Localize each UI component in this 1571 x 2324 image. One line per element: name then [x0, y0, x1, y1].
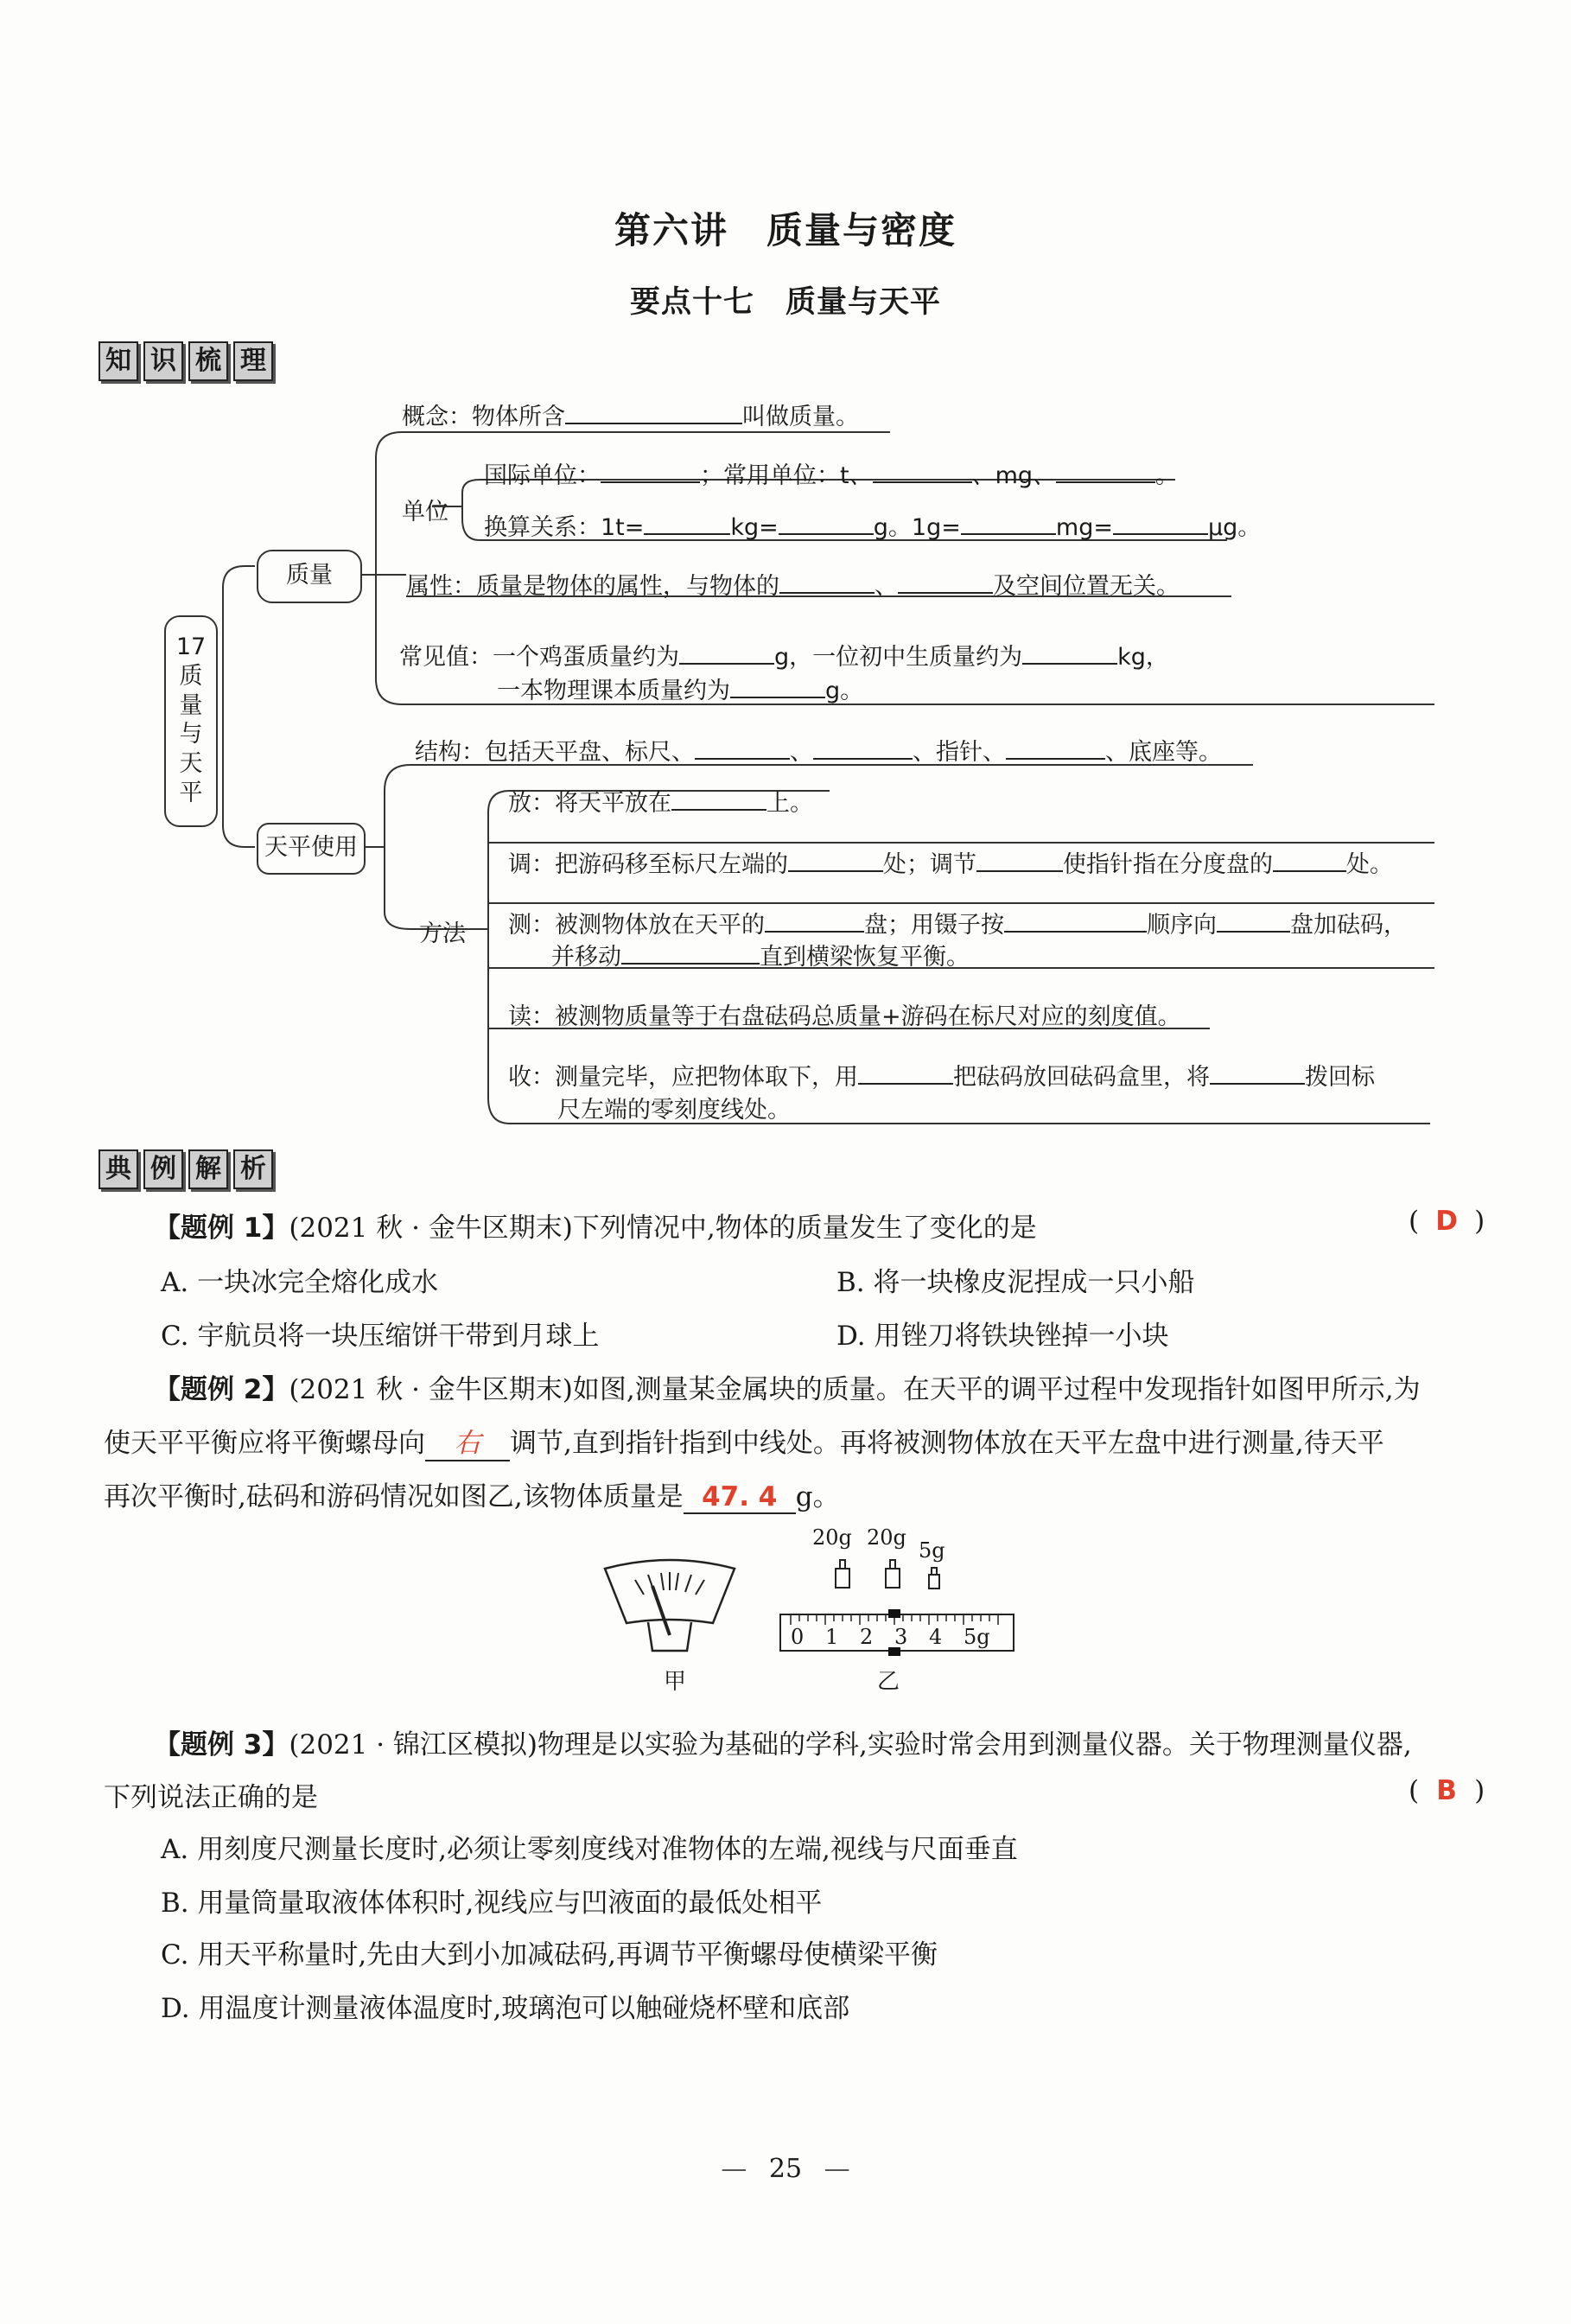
example-1-stem: 【题例 1】(2021 秋 · 金牛区期末)下列情况中,物体的质量发生了变化的是	[154, 1213, 1037, 1244]
figure-a-label: 甲	[664, 1669, 687, 1695]
scale-label: 4	[929, 1625, 943, 1649]
common-values-line-2: 一本物理课本质量约为 g。	[497, 678, 864, 704]
section-char: 析	[233, 1149, 273, 1189]
lecture-title: 第六讲 质量与密度	[614, 209, 957, 252]
example-1-answer: D	[1435, 1206, 1458, 1237]
example-3-answer: B	[1436, 1775, 1457, 1806]
example-3-answer-box: ( B )	[1409, 1775, 1485, 1806]
example-2-line-1: 【题例 2】(2021 秋 · 金牛区期末)如图,测量某金属块的质量。在天平的调平过程中发现指针如图甲所示,为	[154, 1374, 1421, 1405]
page-number: 25	[768, 2154, 803, 2184]
adjust-line: 调：把游码移至标尺左端的 处；调节 使指针指在分度盘的 处。	[508, 851, 1393, 878]
section-char: 识	[143, 341, 183, 381]
section-char: 梳	[188, 341, 228, 381]
root-char: 天	[179, 750, 203, 777]
example-3-option-b: B. 用量筒量取液体体积时,视线应与凹液面的最低处相平	[161, 1888, 823, 1919]
example-3-line-2: 下列说法正确的是	[104, 1782, 318, 1813]
attribute-line: 属性：质量是物体的属性，与物体的 、 及空间位置无关。	[406, 573, 1180, 600]
pointer-dial-figure	[601, 1556, 739, 1659]
mass-node: 质量	[257, 550, 362, 603]
example-1-option-d: D. 用锉刀将铁块锉掉一小块	[836, 1321, 1169, 1352]
structure-line: 结构：包括天平盘、标尺、 、 、指针、 、底座等。	[415, 739, 1222, 766]
method-label: 方法	[419, 920, 466, 947]
example-1-option-c: C. 宇航员将一块压缩饼干带到月球上	[161, 1321, 600, 1352]
example-1-answer-box: ( D )	[1409, 1206, 1485, 1237]
concept-line: 概念：物体所含 叫做质量。	[402, 404, 859, 430]
examples-section-header	[99, 1149, 273, 1189]
scale-label: 5g	[964, 1625, 990, 1649]
root-char: 量	[179, 691, 203, 719]
balance-node: 天平使用	[257, 823, 366, 875]
example-1-option-a: A. 一块冰完全熔化成水	[161, 1267, 439, 1298]
root-char: 质	[179, 662, 203, 690]
weight-label: 20g	[867, 1525, 906, 1550]
example-3-line-1: 【题例 3】(2021 · 锦江区模拟)物理是以实验为基础的学科,实验时常会用到测量仪器。关于物理测量仪器,	[154, 1729, 1412, 1761]
units-label: 单位	[402, 499, 448, 525]
units-line: 国际单位： ；常用单位：t、 、mg、 。	[484, 462, 1180, 489]
example-3-option-d: D. 用温度计测量液体温度时,玻璃泡可以触碰烧杯壁和底部	[161, 1993, 850, 2024]
example-2-answer-2: 47. 4	[702, 1481, 778, 1512]
weight-label: 5g	[919, 1538, 945, 1563]
collect-line-2: 尺左端的零刻度线处。	[557, 1097, 791, 1124]
conversion-line: 换算关系：1t= kg= g。1g= mg= μg。	[484, 514, 1262, 541]
mindmap-root-node	[164, 615, 218, 827]
common-values-line: 常见值：一个鸡蛋质量约为 g，一位初中生质量约为 kg，	[399, 644, 1169, 671]
figure-b-label: 乙	[877, 1669, 900, 1695]
example-2-answer-1: 右	[454, 1428, 481, 1459]
section-char: 例	[143, 1149, 183, 1189]
example-3-option-a: A. 用刻度尺测量长度时,必须让零刻度线对准物体的左端,视线与尺面垂直	[161, 1834, 1018, 1865]
section-char: 典	[99, 1149, 138, 1189]
scale-label: 2	[860, 1625, 874, 1649]
section-char: 知	[99, 341, 138, 381]
scale-label: 0	[791, 1625, 805, 1649]
section-title: 要点十七 质量与天平	[629, 285, 941, 320]
measure-line: 测：被测物体放在天平的 盘；用镊子按 顺序向 盘加砝码，	[508, 912, 1407, 939]
weight-label: 20g	[812, 1525, 852, 1550]
section-char: 解	[188, 1149, 228, 1189]
example-2-line-3: 再次平衡时,砝码和游码情况如图乙,该物体质量是 47. 4 g。	[104, 1481, 840, 1512]
place-line: 放：将天平放在 上。	[508, 790, 813, 817]
read-line: 读：被测物质量等于右盘砝码总质量+游码在标尺对应的刻度值。	[508, 1003, 1181, 1030]
root-char: 与	[179, 721, 203, 748]
collect-line: 收：测量完毕，应把物体取下，用 把砝码放回砝码盒里，将 拨回标	[508, 1064, 1375, 1091]
example-3-option-c: C. 用天平称量时,先由大到小加减砝码,再调节平衡螺母使横梁平衡	[161, 1939, 938, 1971]
example-1-option-b: B. 将一块橡皮泥捏成一只小船	[836, 1267, 1195, 1298]
measure-line-2: 并移动 直到横梁恢复平衡。	[551, 944, 970, 971]
scale-label: 3	[894, 1625, 908, 1649]
scale-label: 1	[825, 1625, 839, 1649]
root-char: 平	[179, 779, 203, 806]
example-2-line-2: 使天平平衡应将平衡螺母向 右 调节,直到指针指到中线处。再将被测物体放在天平左盘中进行测量,待天平	[104, 1421, 1384, 1461]
section-char: 理	[233, 341, 273, 381]
page-footer: — 25 —	[721, 2154, 850, 2184]
root-char: 17	[175, 634, 207, 660]
